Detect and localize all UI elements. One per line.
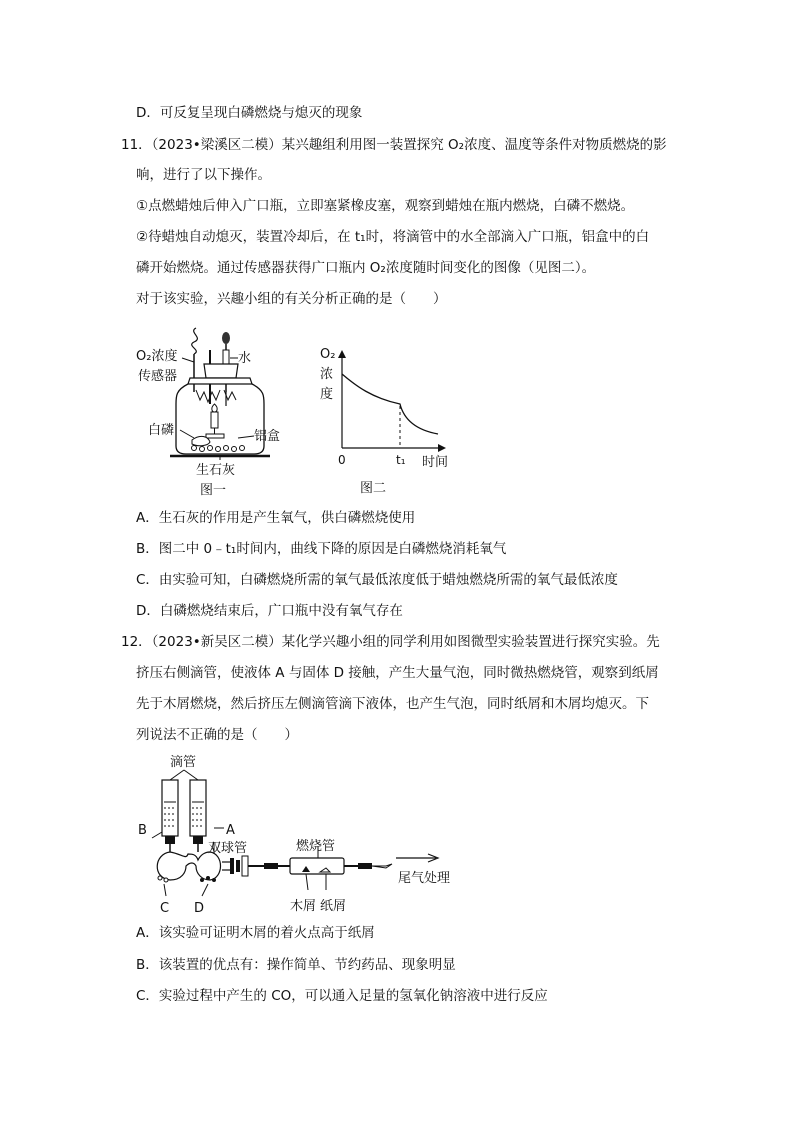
y-axis-label-o2: O₂: [320, 347, 336, 362]
q12-option-c: C．实验过程中产生的 CO，可以通入足量的氢氧化钠溶液中进行反应: [136, 988, 548, 1004]
o2-sensor-label-1: O₂浓度: [136, 349, 178, 364]
q11-stem-line-1: 11．（2023•梁溪区二模）某兴趣组利用图一装置探究 O₂浓度、温度等条件对物质燃烧的影: [121, 137, 667, 153]
quicklime-label: 生石灰: [196, 463, 236, 478]
q12-option-a: A．该实验可证明木屑的着火点高于纸屑: [136, 925, 375, 941]
figure-1-caption: 图一: [200, 483, 227, 498]
combustion-tube-label: 燃烧管: [296, 839, 336, 854]
figure-1-apparatus: [130, 320, 300, 500]
q12-option-b: B．该装置的优点有：操作简单、节约药品、现象明显: [136, 957, 456, 973]
tail-gas-treatment-label: 尾气处理: [398, 871, 451, 886]
figure-micro-apparatus: [130, 750, 470, 920]
q12-stem-line-1: 12．（2023•新吴区二模）某化学兴趣小组的同学利用如图微型实验装置进行探究实验。先: [121, 634, 660, 650]
q12-stem-line-3: 先于木屑燃烧，然后挤压左侧滴管滴下液体，也产生气泡，同时纸屑和木屑均熄灭。下: [136, 696, 649, 712]
label-a: A: [226, 823, 235, 838]
q11-question: 对于该实验，兴趣小组的有关分析正确的是（ ）: [136, 291, 447, 307]
label-d: D: [194, 901, 205, 916]
x-axis-label-time: 时间: [422, 455, 449, 470]
wood-chips-label: 木屑: [290, 899, 317, 914]
q12-stem-line-4: 列说法不正确的是（ ）: [136, 727, 298, 743]
figure-2-caption: 图二: [360, 481, 387, 496]
prev-option-d: D．可反复呈现白磷燃烧与熄灭的现象: [136, 105, 363, 121]
water-label: 水: [238, 351, 252, 366]
double-bulb-tube-label: 双球管: [208, 841, 248, 856]
q11-option-d: D．白磷燃烧结束后，广口瓶中没有氧气存在: [136, 603, 403, 619]
paper-scraps-label: 纸屑: [320, 899, 347, 914]
y-axis-label-concentration-1: 浓: [320, 367, 334, 382]
q11-step-2-line-1: ②待蜡烛自动熄灭，装置冷却后，在 t₁时，将滴管中的水全部滴入广口瓶，铝盒中的白: [136, 229, 650, 245]
label-c: C: [160, 901, 170, 916]
aluminum-box-label: 铝盒: [254, 429, 281, 444]
t1-label: t₁: [396, 453, 406, 467]
q11-step-1: ①点燃蜡烛后伸入广口瓶，立即塞紧橡皮塞，观察到蜡烛在瓶内燃烧，白磷不燃烧。: [136, 198, 635, 214]
dropper-label: 滴管: [170, 755, 197, 770]
q11-step-2-line-2: 磷开始燃烧。通过传感器获得广口瓶内 O₂浓度随时间变化的图像（见图二）。: [136, 260, 596, 276]
q11-option-b: B．图二中 0﹣t₁时间内，曲线下降的原因是白磷燃烧消耗氧气: [136, 541, 507, 557]
q11-option-a: A．生石灰的作用是产生氧气，供白磷燃烧使用: [136, 510, 416, 526]
label-b: B: [138, 823, 147, 838]
y-axis-label-concentration-2: 度: [320, 387, 334, 402]
o2-concentration-curve: [342, 374, 438, 434]
white-phosphorus-label: 白磷: [148, 423, 175, 438]
q12-stem-line-2: 挤压右侧滴管，使液体 A 与固体 D 接触，产生大量气泡，同时微热燃烧管，观察到纸屑: [136, 665, 659, 681]
q11-stem-line-2: 响，进行了以下操作。: [136, 167, 271, 183]
figure-2-graph: [312, 340, 462, 500]
o2-sensor-label-2: 传感器: [138, 369, 178, 384]
origin-label: 0: [338, 453, 346, 467]
q11-option-c: C．由实验可知，白磷燃烧所需的氧气最低浓度低于蜡烛燃烧所需的氧气最低浓度: [136, 572, 618, 588]
